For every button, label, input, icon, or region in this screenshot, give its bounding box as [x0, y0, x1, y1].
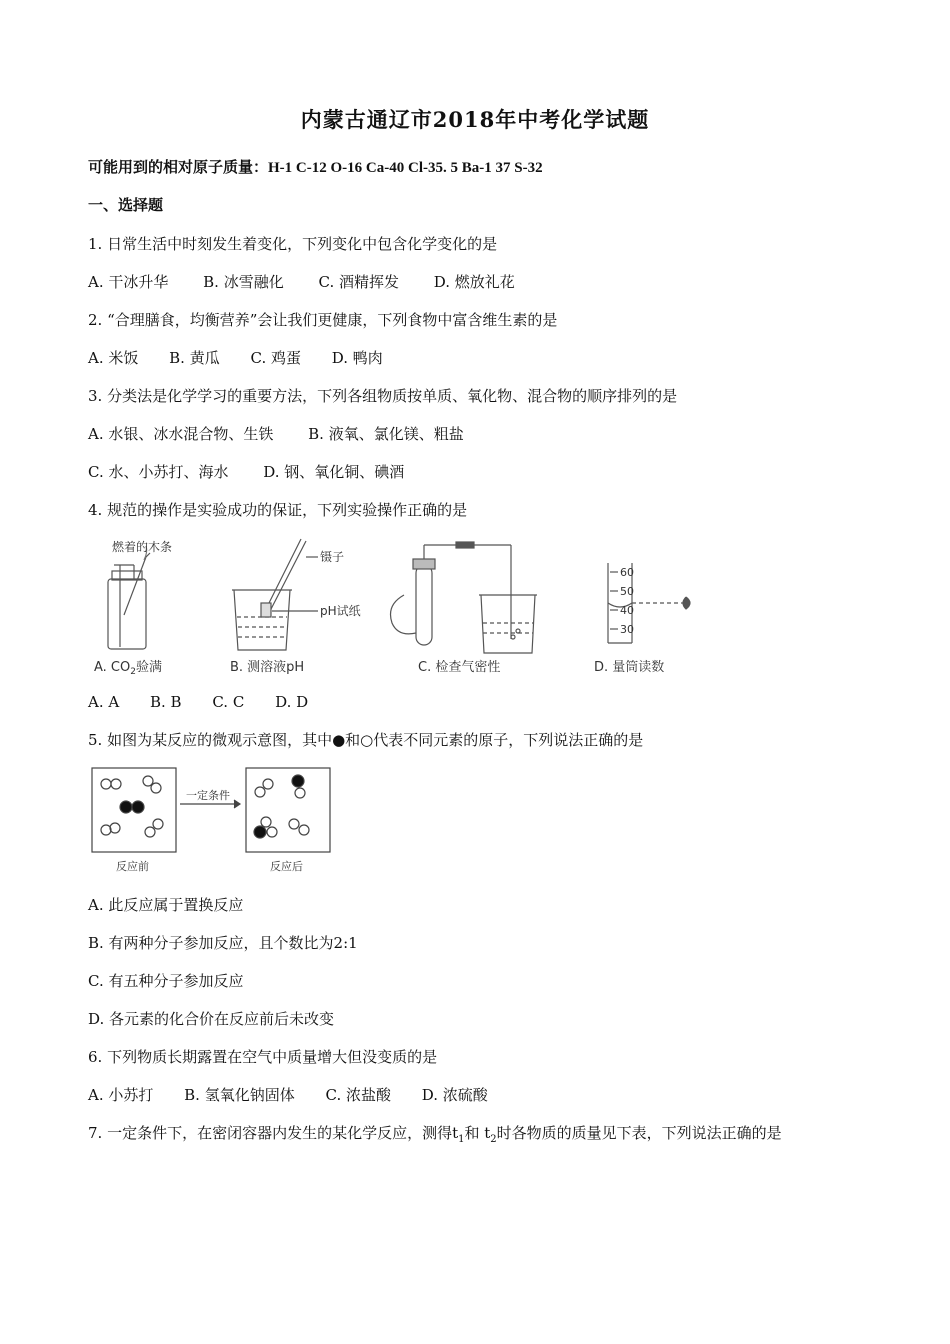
q4-figure-svg [86, 535, 706, 680]
q5-figure-svg [88, 764, 338, 876]
q2-options [88, 348, 409, 368]
q6-options [88, 1085, 514, 1105]
q3-stem: 3. 分类法是化学学习的重要方法，下列各组物质按单质、氧化物、混合物的顺序排列的是 [88, 387, 678, 405]
q1-option-d: D. 燃放礼花 [433, 273, 515, 291]
q7-stem-part3: 时各物质的质量见下表，下列说法正确的是 [496, 1124, 782, 1142]
q4-options [88, 692, 334, 712]
b-label-tweezers: 镊子 [320, 550, 345, 564]
before-label: 反应前 [116, 860, 149, 873]
q3-option-b: B. 液氧、氯化镁、粗盐 [308, 425, 464, 443]
q2-option-c: C. 鸡蛋 [250, 349, 301, 367]
q5-option-d: D. 各元素的化合价在反应前后未改变 [88, 1010, 335, 1028]
d-tick-40: 40 [620, 604, 634, 617]
d-tick-60: 60 [620, 566, 634, 579]
section-heading: 一、选择题 [88, 196, 164, 214]
q5-option-c: C. 有五种分子参加反应 [88, 972, 244, 990]
page-title: 内蒙古通辽市2018年中考化学试题 [300, 107, 650, 132]
q1-option-c: C. 酒精挥发 [318, 273, 399, 291]
b-beaker-figure [232, 539, 318, 650]
q1-option-b: B. 冰雪融化 [203, 273, 284, 291]
q7-sub2: 2 [490, 1134, 497, 1145]
q1-options [88, 272, 545, 292]
q2-stem: 2. “合理膳食，均衡营养”会让我们更健康，下列食物中富含维生素的是 [88, 311, 558, 329]
q3-option-c: C. 水、小苏打、海水 [88, 463, 229, 481]
b-label-paper: pH试纸 [320, 604, 361, 618]
q2-option-d: D. 鸭肉 [331, 349, 383, 367]
q7-stem-part2: 和 t [464, 1124, 491, 1142]
q1-option-a: A. 干冰升华 [88, 273, 169, 291]
q7-sub1: 1 [458, 1134, 465, 1145]
c-caption: C. 检查气密性 [418, 660, 501, 675]
q6-option-b: B. 氢氧化钠固体 [184, 1086, 295, 1104]
q3-options-row2 [88, 462, 434, 482]
a-label-top: 燃着的木条 [112, 540, 173, 554]
d-caption: D. 量筒读数 [594, 660, 665, 675]
d-tick-50: 50 [620, 585, 634, 598]
a-bottle-figure [108, 546, 147, 649]
q6-option-c: C. 浓盐酸 [325, 1086, 391, 1104]
b-caption: B. 测溶液pH [230, 660, 305, 675]
q5-option-a: A. 此反应属于置换反应 [88, 896, 244, 914]
q5-figure [88, 764, 338, 876]
q5-option-b: B. 有两种分子参加反应，且个数比为2:1 [88, 934, 358, 952]
q1-stem: 1. 日常生活中时刻发生着变化，下列变化中包含化学变化的是 [88, 235, 498, 253]
q4-option-a: A. A [88, 693, 120, 711]
q4-option-b: B. B [149, 693, 182, 711]
q3-option-d: D. 钢、氧化铜、碘酒 [263, 463, 405, 481]
after-box [246, 768, 330, 852]
after-label: 反应后 [270, 860, 303, 873]
q4-option-c: C. C [212, 693, 245, 711]
atomic-mass-line [88, 157, 543, 178]
arrow-label: 一定条件 [186, 789, 230, 802]
q3-option-a: A. 水银、冰水混合物、生铁 [88, 425, 274, 443]
atomic-mass-values: H-1 C-12 O-16 Ca-40 Cl-35. 5 Ba-1 37 S-32 [268, 160, 543, 176]
q4-figure [86, 535, 706, 680]
q4-option-d: D. D [275, 693, 309, 711]
q6-option-d: D. 浓硫酸 [421, 1086, 488, 1104]
q7-stem-part1: 7. 一定条件下，在密闭容器内发生的某化学反应，测得t [88, 1124, 459, 1142]
c-apparatus-figure [391, 542, 538, 653]
q2-option-a: A. 米饭 [88, 349, 139, 367]
q6-stem: 6. 下列物质长期露置在空气中质量增大但没变质的是 [88, 1048, 438, 1066]
q3-options-row1 [88, 424, 494, 444]
atomic-mass-label: 可能用到的相对原子质量： [88, 158, 269, 176]
q2-option-b: B. 黄瓜 [169, 349, 220, 367]
q7-stem [88, 1123, 782, 1150]
q4-stem: 4. 规范的操作是实验成功的保证，下列实验操作正确的是 [88, 501, 468, 519]
d-tick-30: 30 [620, 623, 634, 636]
q6-option-a: A. 小苏打 [88, 1086, 154, 1104]
a-caption: A. $CO_2$验满 [94, 660, 162, 677]
q5-stem: 5. 如图为某反应的微观示意图，其中●和○代表不同元素的原子，下列说法正确的是 [88, 731, 644, 749]
